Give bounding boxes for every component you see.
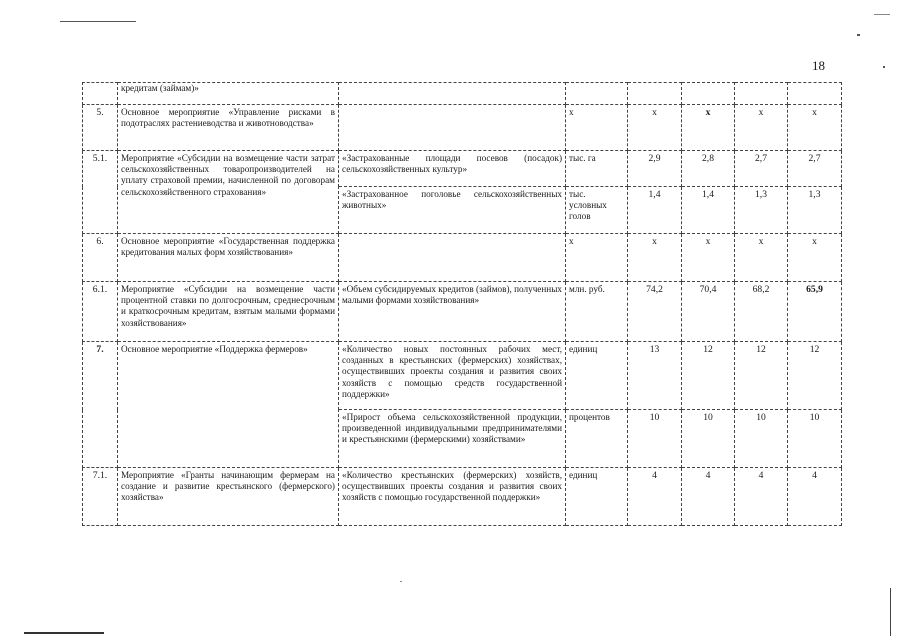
unit: х [566, 105, 628, 151]
indicator-name [339, 105, 566, 151]
row-number: 6.1. [83, 282, 118, 342]
row-number: 5.1. [83, 151, 118, 234]
unit: тыс. условных голов [566, 187, 628, 234]
unit: единиц [566, 342, 628, 410]
activity-name: Мероприятие «Субсидии на возмещение части затрат сельскохозяйственных товаропроизводителей на уплату страховой премии, начисленной по договорам сельскохозяйственного страхования» [118, 151, 339, 234]
activity-name: Основное мероприятие «Управление рисками в подотраслях растениеводства и животноводства» [118, 105, 339, 151]
value-cell: 4 [628, 468, 682, 526]
value-cell: 1,3 [788, 187, 842, 234]
value-cell: 4 [735, 468, 788, 526]
value-cell: 10 [682, 410, 735, 468]
indicator-name: «Застрахованные площади посевов (посадок) сельскохозяйственных культур» [339, 151, 566, 187]
indicator-name [339, 234, 566, 282]
value-cell: 68,2 [735, 282, 788, 342]
value-cell: 65,9 [788, 282, 842, 342]
value-cell: х [735, 105, 788, 151]
value-cell: 10 [628, 410, 682, 468]
table-row [83, 151, 842, 187]
unit: млн. руб. [566, 282, 628, 342]
value-cell: 4 [682, 468, 735, 526]
value-cell: 2,8 [682, 151, 735, 187]
scan-artifact-line [24, 632, 104, 634]
unit: процентов [566, 410, 628, 468]
value-cell: 1,4 [682, 187, 735, 234]
table-row [83, 342, 842, 410]
table-row [83, 83, 842, 105]
value-cell: х [682, 234, 735, 282]
scan-artifact-line [60, 21, 136, 22]
value-cell: х [788, 234, 842, 282]
indicators-table [82, 82, 842, 526]
activity-name: Основное мероприятие «Поддержка фермеров» [118, 342, 339, 468]
value-cell: 13 [628, 342, 682, 410]
value-cell: 10 [735, 410, 788, 468]
scan-artifact-dot [400, 581, 402, 582]
value-cell: 2,7 [735, 151, 788, 187]
value-cell: 74,2 [628, 282, 682, 342]
indicator-name [339, 83, 566, 105]
activity-name: кредитам (займам)» [118, 83, 339, 105]
activity-name: Основное мероприятие «Государственная поддержка кредитования малых форм хозяйствования» [118, 234, 339, 282]
value-cell: 70,4 [682, 282, 735, 342]
value-cell: 1,3 [735, 187, 788, 234]
value-cell: х [628, 105, 682, 151]
indicator-name: «Прирост объема сельскохозяйственной продукции, произведенной индивидуальными предпринимателями и крестьянскими (фермерскими) хозяйствами» [339, 410, 566, 468]
table-row [83, 282, 842, 342]
unit: тыс. га [566, 151, 628, 187]
row-number: 7. [83, 342, 118, 468]
value-cell [682, 83, 735, 105]
row-number [83, 83, 118, 105]
value-cell: х [735, 234, 788, 282]
value-cell [788, 83, 842, 105]
value-cell [628, 83, 682, 105]
indicator-name: «Количество крестьянских (фермерских) хозяйств, осуществивших проекты создания и развития своих хозяйств с помощью государственной поддержки» [339, 468, 566, 526]
row-number: 6. [83, 234, 118, 282]
indicator-name: «Количество новых постоянных рабочих мест, созданных в крестьянских (фермерских) хозяйствах, осуществивших проекты создания и развития своих хозяйств с помощью средств государственной поддержки» [339, 342, 566, 410]
value-cell: 10 [788, 410, 842, 468]
scan-artifact-line [890, 588, 891, 636]
scan-artifact-line [874, 14, 890, 15]
unit: единиц [566, 468, 628, 526]
value-cell: х [628, 234, 682, 282]
value-cell: х [682, 105, 735, 151]
table-row [83, 468, 842, 526]
table-row [83, 234, 842, 282]
table-row [83, 105, 842, 151]
value-cell: 2,7 [788, 151, 842, 187]
value-cell: 1,4 [628, 187, 682, 234]
activity-name: Мероприятие «Гранты начинающим фермерам на создание и развитие крестьянского (фермерского) хозяйства» [118, 468, 339, 526]
scan-artifact-dot [883, 66, 885, 68]
page-number: 18 [812, 58, 825, 73]
value-cell: х [788, 105, 842, 151]
indicator-name: «Застрахованное поголовье сельскохозяйственных животных» [339, 187, 566, 234]
row-number: 7.1. [83, 468, 118, 526]
row-number: 5. [83, 105, 118, 151]
value-cell: 4 [788, 468, 842, 526]
scan-artifact-dot [857, 34, 860, 36]
value-cell [735, 83, 788, 105]
unit [566, 83, 628, 105]
value-cell: 12 [735, 342, 788, 410]
activity-name: Мероприятие «Субсидии на возмещение части процентной ставки по долгосрочным, среднесрочным и краткосрочным кредитам, взятым малыми формами хозяйствования» [118, 282, 339, 342]
value-cell: 12 [682, 342, 735, 410]
value-cell: 2,9 [628, 151, 682, 187]
unit: х [566, 234, 628, 282]
value-cell: 12 [788, 342, 842, 410]
indicator-name: «Объем субсидируемых кредитов (займов), полученных малыми формами хозяйствования» [339, 282, 566, 342]
